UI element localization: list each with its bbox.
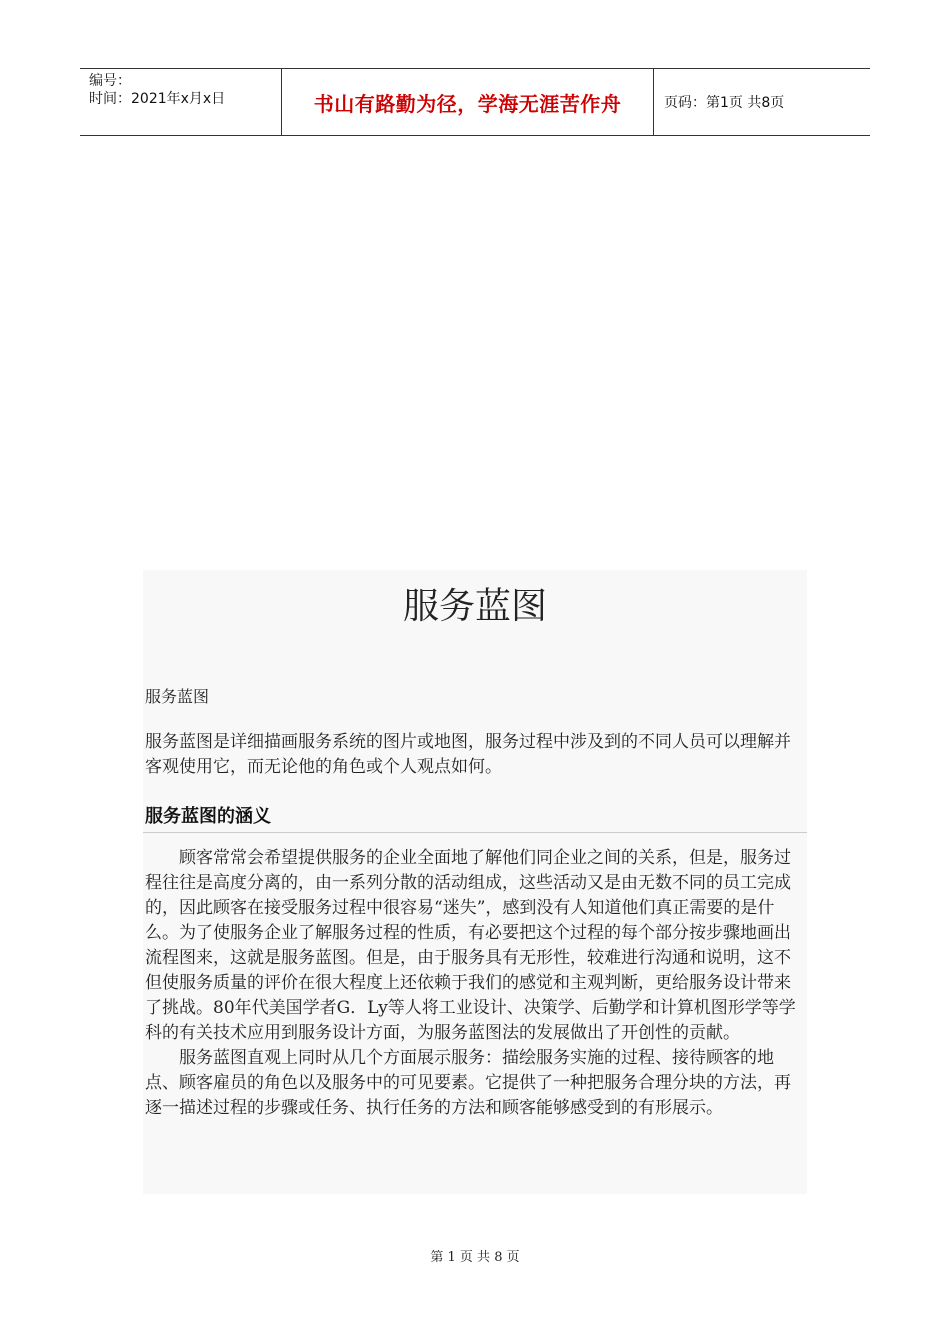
header-table <box>80 68 870 136</box>
body-paragraph: 顾客常常会希望提供服务的企业全面地了解他们同企业之间的关系，但是，服务过程往往是高度分离的，由一系列分散的活动组成，这些活动又是由无数不同的员工完成的，因此顾客在接受服务过程中很容易“迷失”，感到没有人知道他们真正需要的是什么。为了使服务企业了解服务过程的性质，有必要把这个过程的每个部分按步骤地画出流程图来，这就是服务蓝图。但是，由于服务具有无形性，较难进行沟通和说明，这不但使服务质量的评价在很大程度上还依赖于我们的感觉和主观判断，更给服务设计带来了挑战。80年代美国学者G．Ly等人将工业设计、决策学、后勤学和计算机图形学等学科的有关技术应用到服务设计方面，为服务蓝图法的发展做出了开创性的贡献。 <box>145 848 796 1043</box>
header-info-cell <box>80 69 282 135</box>
document-number-label: 编号： <box>89 73 131 89</box>
section-body <box>145 846 807 1121</box>
document-title: 服务蓝图 <box>402 585 547 626</box>
body-paragraph: 服务蓝图直观上同时从几个方面展示服务：描绘服务实施的过程、接待顾客的地点、顾客雇员的角色以及服务中的可见要素。它提供了一种把服务合理分块的方法，再逐一描述过程的步骤或任务、执行任务的方法和顾客能够感受到的有形展示。 <box>145 1048 791 1118</box>
section-divider <box>143 832 807 833</box>
document-content <box>143 570 807 1194</box>
intro-paragraph: 服务蓝图是详细描画服务系统的图片或地图，服务过程中涉及到的不同人员可以理解并客观使用它，而无论他的角色或个人观点如何。 <box>145 732 791 777</box>
header-page-info: 页码：第1页 共8页 <box>664 95 785 111</box>
document-time-label: 时间：2021年x月x日 <box>89 91 226 107</box>
page-footer: 第 1 页 共 8 页 <box>430 1250 520 1265</box>
section-heading: 服务蓝图的涵义 <box>145 806 271 827</box>
document-subtitle: 服务蓝图 <box>145 687 210 706</box>
header-motto: 书山有路勤为径，学海无涯苦作舟 <box>282 69 654 135</box>
